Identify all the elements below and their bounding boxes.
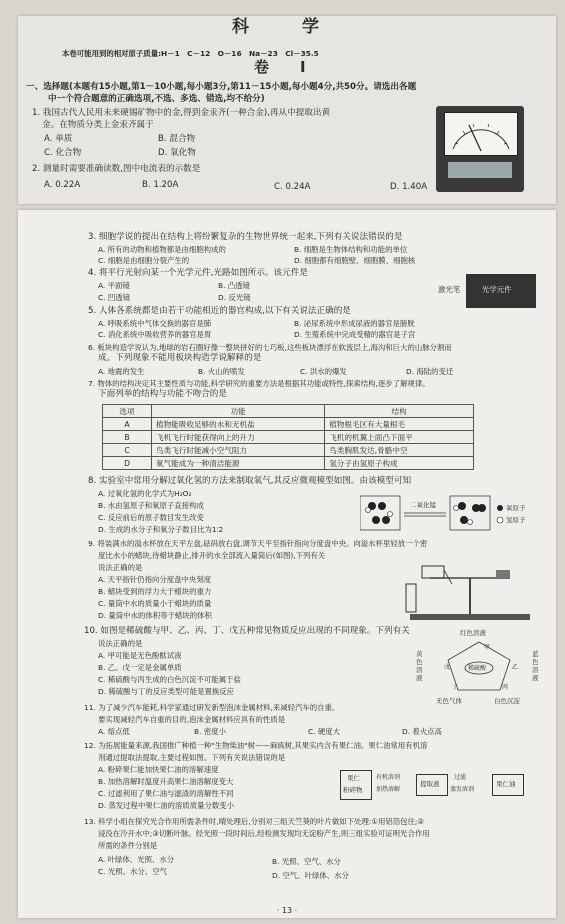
table-cell: 植物能吸收足够的水和无机盐 — [152, 418, 325, 431]
label-yi: 乙 — [512, 664, 519, 671]
question-7-cont: 下面列举的结构与功能不吻合的是 — [98, 389, 227, 399]
q6-option-c: C. 洪水的爆发 — [300, 367, 347, 376]
exam-page-top — [18, 16, 556, 204]
q9-option-b: B. 蜡块受到的浮力大于蜡块的重力 — [98, 587, 212, 596]
catalyst-label: 二氧化锰 — [410, 501, 436, 509]
q12-option-d: D. 蒸发过程中果仁油的溶质质量分数变小 — [98, 801, 235, 810]
table-header-cell: 功能 — [152, 405, 325, 418]
q2-option-b: B. 1.20A — [142, 180, 179, 190]
q8-option-a: A. 过氧化氢的化学式为H₂O₂ — [98, 489, 192, 498]
q8-option-c: C. 反应前后的原子数目发生改变 — [98, 513, 204, 522]
label-colorless-gas: 无色气体 — [436, 697, 462, 705]
flow-box-kernel — [340, 770, 372, 800]
label-yellow-solution: 黄色溶液 — [416, 650, 423, 682]
flow-label-kernel: 果仁 — [347, 774, 360, 782]
volume-title: 卷 Ⅰ — [254, 58, 314, 76]
flow-label-evaporate: 蒸发溶剂 — [450, 786, 475, 793]
table-cell: 鸟类胸肌发达,骨骼中空 — [325, 444, 474, 457]
table-cell: C — [103, 444, 152, 457]
question-7: 7. 物体的结构决定其主要性质与功能,科学研究的重要方法是根据其功能或特性,探索结构,逐步了解规律。 — [88, 379, 430, 388]
table-header — [103, 405, 474, 418]
flow-box-oil — [492, 774, 524, 796]
question-13-cont: 浸没在冷开水中;③切断叶脉。经光照一段时间后,经检测发现均无淀粉产生,则三组实验可证明光合作用 — [98, 829, 430, 838]
question-1: 1. 我国古代人民用未来硬锡矿物中的金,得到金汞齐(一种合金),再从中提取出黄 — [32, 108, 331, 118]
question-10-cont: 说法正确的是 — [98, 639, 143, 648]
question-9-cont: 度比水小的蜡块,待蜡块静止,排开的水全部流入量筒后(如图),下列有关 — [98, 551, 326, 560]
table-row — [103, 431, 474, 444]
q1-option-b: B. 混合物 — [158, 134, 196, 144]
table-row — [103, 418, 474, 431]
q2-option-d: D. 1.40A — [390, 182, 428, 192]
q8-option-b: B. 水由氢原子和氧原子直接构成 — [98, 501, 204, 510]
label-blue-solution: 蓝色溶液 — [532, 650, 539, 682]
question-10: 10. 如图是稀硫酸与甲、乙、丙、丁、戊五种常见物质反应出现的不同现象。下列有关 — [84, 626, 410, 636]
q12-option-b: B. 加热溶解时温度升高果仁油溶解度变大 — [98, 777, 234, 786]
label-bing: 丙 — [502, 684, 509, 691]
legend-oxygen: 氧原子 — [506, 504, 526, 512]
question-12: 12. 为拓展能量来源,我国推广种植一种"生物柴油"树——麻疯树,其果实内含有果仁油。果仁油常用有机溶 — [84, 741, 428, 750]
q9-option-a: A. 天平指针仍指向分度盘中央刻度 — [98, 575, 212, 584]
q4-option-d: D. 反光镜 — [218, 293, 251, 302]
q10-option-c: C. 稀硫酸与丙生成的白色沉淀不可能属于盐 — [98, 675, 241, 684]
q6-option-b: B. 火山的喷发 — [198, 367, 245, 376]
q11-option-d: D. 着火点高 — [402, 727, 442, 736]
label-red-solution: 红色溶液 — [460, 629, 486, 637]
label-ding: 丁 — [452, 684, 459, 691]
flow-label-heat-dissolve: 加热溶解 — [376, 786, 401, 793]
q13-option-a: A. 叶绿体、光照、水分 — [98, 855, 175, 864]
q4-option-b: B. 凸透镜 — [218, 281, 250, 290]
flow-label-extract: 提取液 — [420, 780, 440, 788]
q1-option-c: C. 化合物 — [44, 148, 82, 158]
q13-option-d: D. 空气、叶绿体、水分 — [272, 871, 349, 880]
table-cell: 飞机飞行时能获得向上的升力 — [152, 431, 325, 444]
table-row — [103, 457, 474, 470]
q10-option-d: D. 稀硫酸与丁的反应类型可能是置换反应 — [98, 687, 235, 696]
q5-option-b: B. 泌尿系统中形成尿液的器官是膀胱 — [294, 319, 415, 328]
label-jia: 甲 — [484, 644, 491, 651]
section-heading: 一、选择题(本题有15小题,第1－10小题,每小题3分,第11－15小题,每小题4分,共50分。请选出各题 — [26, 82, 417, 92]
q1-option-d: D. 氧化物 — [158, 148, 196, 158]
q5-option-a: A. 呼吸系统中气体交换的器官是肺 — [98, 319, 212, 328]
q2-option-c: C. 0.24A — [274, 182, 311, 192]
table-cell: 鸟类飞行时能减小空气阻力 — [152, 444, 325, 457]
exam-page-main — [18, 210, 556, 918]
table-cell: B — [103, 431, 152, 444]
table-cell: D — [103, 457, 152, 470]
table-cell: 飞机的机翼上面凸下面平 — [325, 431, 474, 444]
question-11-cont: 要实现减轻汽车自重的目的,泡沫金属材料应具有的性质是 — [98, 715, 286, 724]
question-11: 11. 为了减少汽车能耗,科学家通过研发新型泡沫金属材料,来减轻汽车的自重。 — [84, 703, 340, 712]
laser-label: 激光笔 — [438, 285, 461, 294]
q2-option-a: A. 0.22A — [44, 180, 81, 190]
flow-label-filter: 过滤 — [454, 774, 467, 781]
q5-option-c: C. 消化系统中吸收营养的器官是胃 — [98, 330, 212, 339]
molecule-model-figure — [360, 494, 540, 534]
question-2: 2. 测量时需要准确读数,图中电流表的示数是 — [32, 164, 201, 174]
balance-figure — [400, 556, 540, 622]
question-13: 13. 科学小组在探究光合作用所需条件时,晴处理后,分别对三组天竺葵的叶片做如下处理:①用铝箔包住;② — [84, 817, 425, 826]
q9-option-d: D. 量筒中水的体积等于蜡块的体积 — [98, 611, 212, 620]
q4-option-a: A. 平面镜 — [98, 281, 130, 290]
ammeter-figure — [436, 106, 524, 192]
label-white-precipitate: 白色沉淀 — [494, 697, 520, 705]
q7-table — [102, 404, 474, 470]
q11-option-b: B. 密度小 — [194, 727, 226, 736]
q4-option-c: C. 凹透镜 — [98, 293, 131, 302]
legend-hydrogen: 氢原子 — [506, 516, 526, 524]
ammeter-terminals — [448, 162, 512, 178]
section-heading-2: 中一个符合题意的正确选项,不选、多选、错选,均不给分) — [48, 94, 265, 104]
table-header-cell: 选项 — [103, 405, 152, 418]
q8-option-d: D. 生成的水分子和氧分子数目比为1∶2 — [98, 525, 224, 534]
table-cell: 氢分子由氢原子构成 — [325, 457, 474, 470]
flow-label-oil: 果仁油 — [496, 780, 516, 788]
question-8: 8. 实验室中常用分解过氧化氢的方法来制取氧气,其反应微观模型如图。由该模型可知 — [88, 476, 412, 486]
q13-option-b: B. 光照、空气、水分 — [272, 857, 341, 866]
label-wu: 戊 — [444, 664, 451, 671]
q12-option-c: C. 过滤利用了果仁油与滤渣的溶解性不同 — [98, 789, 234, 798]
q3-option-b: B. 细胞是生物体结构和功能的单位 — [294, 245, 408, 254]
q11-option-c: C. 硬度大 — [308, 727, 341, 736]
q3-option-d: D. 细胞都有细胞壁、细胞膜、细胞核 — [294, 256, 416, 265]
q9-option-c: C. 量筒中水的质量小于蜡块的质量 — [98, 599, 212, 608]
page-number: · 13 · — [276, 906, 298, 915]
table-row — [103, 444, 474, 457]
atomic-masses: 本卷可能用到的相对原子质量:H－1 C－12 O－16 Na－23 Cl－35.5 — [62, 49, 319, 58]
table-cell: 植物根毛区有大量根毛 — [325, 418, 474, 431]
flow-box-extract — [416, 774, 448, 796]
q10-option-a: A. 甲可能是无色酚酞试液 — [98, 651, 182, 660]
q6-option-a: A. 地震的发生 — [98, 367, 145, 376]
question-6-cont: 成。下列现象不能用板块构造学说解释的是 — [98, 353, 262, 363]
question-1-cont: 金。在物质分类上金汞齐属于 — [42, 120, 154, 130]
question-13-cont-2: 所需的条件分别是 — [98, 841, 158, 850]
q5-option-d: D. 生殖系统中完成受精的器官是子宫 — [294, 330, 416, 339]
reaction-figure — [414, 628, 544, 710]
q10-option-b: B. 乙、戊一定是金属单质 — [98, 663, 182, 672]
question-9: 9. 将装满水的溢水杯放在天平左盘,砝码放右盘,调节天平至指针指向分度盘中央。向溢水杯里轻放一个密 — [88, 539, 428, 548]
flow-label-solvent: 有机溶剂 — [376, 774, 401, 781]
ammeter-dial — [444, 112, 518, 156]
q6-option-d: D. 海陆的变迁 — [406, 367, 454, 376]
question-3: 3. 细胞学说的提出在结构上将纷繁复杂的生物世界统一起来,下列有关说法错误的是 — [88, 232, 403, 242]
ammeter-scale — [445, 113, 517, 155]
balance-diagram — [400, 556, 540, 622]
table-cell: A — [103, 418, 152, 431]
question-4: 4. 将平行光射向某一个光学元件,光路如图所示。该元件是 — [88, 268, 308, 278]
optics-figure — [438, 274, 538, 308]
q11-option-a: A. 熔点低 — [98, 727, 130, 736]
table-header-cell: 结构 — [325, 405, 474, 418]
q3-option-a: A. 所有的动物和植物都是由细胞构成的 — [98, 245, 226, 254]
optical-element-box — [466, 274, 536, 308]
flow-label-crushed: 粉碎物 — [343, 786, 363, 794]
page-title: 科 学 — [232, 17, 337, 37]
question-5: 5. 人体各系统都是由若干功能相近的器官构成,以下有关说法正确的是 — [88, 306, 351, 316]
table-cell: 氧气能成为一种清洁能源 — [152, 457, 325, 470]
extraction-flow-figure — [340, 770, 540, 800]
molecule-diagram — [360, 494, 540, 534]
q1-option-a: A. 单质 — [44, 134, 73, 144]
q13-option-c: C. 光照、水分、空气 — [98, 867, 167, 876]
q12-option-a: A. 粉碎果仁能加快果仁油的溶解速度 — [98, 765, 219, 774]
question-9-cont-2: 说法正确的是 — [98, 563, 143, 572]
q3-option-c: C. 细胞是由细胞分裂产生的 — [98, 256, 190, 265]
question-12-cont: 剂通过提取法提取,主要过程如图。下列有关说法错误的是 — [98, 753, 286, 762]
label-dilute-sulfuric-acid: 稀硫酸 — [468, 665, 487, 672]
question-6: 6. 板块构造学说认为,地球的岩石圈好像一整块拼好的七巧板,这些板块漂浮在软流层上,海沟和巨大的山脉分割而 — [88, 343, 452, 352]
optical-element-label: 光学元件 — [482, 285, 512, 294]
